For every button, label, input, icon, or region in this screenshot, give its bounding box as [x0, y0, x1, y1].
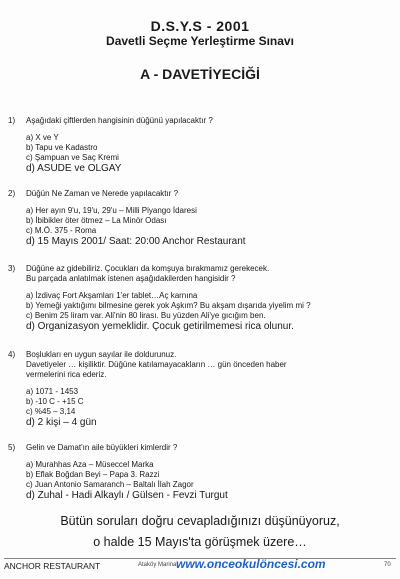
exam-title: Davetli Seçme Yerleştirme Sınavı [106, 34, 294, 48]
option-b: b) Yemeği yaktığımı bilmesine gerek yok Aşkım? Bu akşam dışarıda yiyelim mi ? [26, 301, 311, 310]
website-watermark[interactable]: www.onceokulöncesi.com [176, 557, 326, 571]
restaurant-address: Ataköy Marina [138, 562, 177, 568]
options-list [26, 206, 396, 248]
option-c: c) %45 – 3,14 [26, 407, 76, 416]
booklet-title: A - DAVETİYECİĞİ [140, 66, 260, 82]
question-number: 5) [8, 443, 16, 452]
option-a: a) İzdivaç Fort Akşamları 1'er tablet…Aç karnına [26, 291, 198, 300]
option-b: b) İbibikler öter ötmez – La Minör Odası [26, 216, 167, 225]
closing-line-1: Bütün soruları doğru cevapladığınızı düşünüyoruz, [60, 514, 340, 528]
option-a: a) X ve Y [26, 133, 59, 142]
option-d: d) 15 Mayıs 2001/ Saat: 20:00 Anchor Restaurant [26, 236, 246, 247]
exam-code: D.S.Y.S - 2001 [150, 18, 250, 34]
question-text-line: vermelerini rica ederiz. [26, 370, 107, 379]
question-text [26, 264, 396, 284]
option-b: b) -10 C - +15 C [26, 397, 84, 406]
closing-line-2: o halde 15 Mayıs'ta görüşmek üzere… [93, 535, 307, 549]
restaurant-name: ANCHOR RESTAURANT [4, 561, 101, 571]
option-c: c) Şampuan ve Saç Kremi [26, 153, 119, 162]
question-2 [8, 189, 396, 248]
options-list [26, 291, 396, 333]
option-a: a) 1071 - 1453 [26, 387, 79, 396]
options-list [26, 460, 396, 502]
option-c: c) Benim 25 liram var. Ali'nin 80 lirası. Bu yüzden Ali'ye gıcığım ben. [26, 311, 266, 320]
option-a: a) Murahhas Aza – Müseccel Marka [26, 460, 154, 469]
question-text-line: Bu parçada anlatılmak istenen aşağıdakilerden hangisidir ? [26, 274, 236, 283]
option-a: a) Her ayın 9'u, 19'u, 29'u – Milli Piyango İdaresi [26, 206, 197, 215]
question-number: 3) [8, 264, 16, 273]
option-d: d) Zuhal - Hadi Alkaylı / Gülsen - Fevzi Turgut [26, 490, 228, 501]
question-text-line: Davetiyeler … kişiliktir. Düğüne katılamayacakların … gün önceden haber [26, 360, 287, 369]
question-number: 2) [8, 189, 16, 198]
question-3 [8, 264, 396, 333]
question-text: Düğün Ne Zaman ve Nerede yapılacaktır ? [26, 189, 179, 198]
option-c: c) M.Ö. 375 - Roma [26, 226, 97, 235]
question-text [26, 350, 396, 380]
options-list [26, 133, 396, 175]
question-1 [8, 116, 396, 175]
option-d: d) ASUDE ve OLGAY [26, 163, 122, 174]
question-number: 4) [8, 350, 16, 359]
option-c: c) Juan Antonio Samaranch – Baltalı İlah Zagor [26, 480, 194, 489]
question-text: Aşağıdaki çiftlerden hangisinin düğünü yapılacaktır ? [26, 116, 213, 125]
question-text-line: Boşlukları en uygun sayılar ile doldurunuz. [26, 350, 177, 359]
question-number: 1) [8, 116, 16, 125]
option-b: b) Eflak Boğdan Beyi – Papa 3. Razzi [26, 470, 160, 479]
option-b: b) Tapu ve Kadastro [26, 143, 98, 152]
question-text: Gelin ve Damat'ın aile büyükleri kimlerdir ? [26, 443, 178, 452]
phone-fragment: 70 [384, 562, 391, 568]
question-5 [8, 443, 396, 502]
option-d: d) 2 kişi – 4 gün [26, 417, 97, 428]
options-list [26, 387, 396, 429]
option-d: d) Organizasyon yemeklidir. Çocuk getirilmemesi rica olunur. [26, 321, 294, 332]
question-4 [8, 350, 396, 429]
question-text-line: Düğüne az gidebiliriz. Çocukları da komşuya bırakmamız gerekecek. [26, 264, 270, 273]
